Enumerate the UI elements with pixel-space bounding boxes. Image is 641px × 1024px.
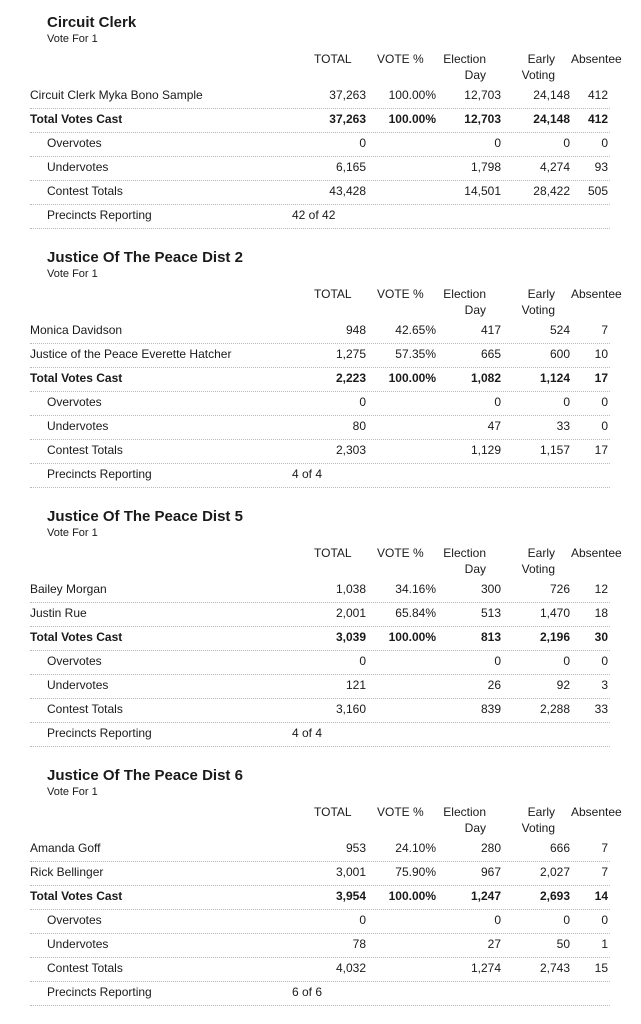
header-election-day-line2: Day xyxy=(464,303,486,317)
contest-totals-row xyxy=(30,957,610,982)
absentee-cell: 412 xyxy=(587,112,608,126)
total-cell: 2,223 xyxy=(335,371,366,385)
contest-title: Justice Of The Peace Dist 2 xyxy=(47,249,243,266)
total-votes-cast-row xyxy=(30,626,610,651)
early-voting-cell: 0 xyxy=(563,654,570,668)
pct-cell: 100.00% xyxy=(388,112,436,126)
precincts-reporting-row xyxy=(30,204,610,229)
row-label: Contest Totals xyxy=(47,443,123,457)
header-vote-pct: VOTE % xyxy=(377,287,424,301)
election-day-cell: 813 xyxy=(480,630,501,644)
early-voting-cell: 0 xyxy=(563,395,570,409)
undervotes-row xyxy=(30,933,610,958)
candidate-name: Bailey Morgan xyxy=(30,582,107,596)
header-early-voting-line1: Early xyxy=(527,52,555,66)
overvotes-row xyxy=(30,132,610,157)
header-early-voting xyxy=(519,286,555,318)
absentee-cell: 18 xyxy=(594,606,608,620)
header-early-voting-line2: Voting xyxy=(521,68,555,82)
header-total: TOTAL xyxy=(314,546,352,560)
pct-cell: 75.90% xyxy=(395,865,436,879)
election-day-cell: 1,274 xyxy=(470,961,501,975)
overvotes-row xyxy=(30,650,610,675)
absentee-cell: 14 xyxy=(594,889,608,903)
header-election-day-line2: Day xyxy=(464,821,486,835)
header-early-voting-line2: Voting xyxy=(521,303,555,317)
early-voting-cell: 666 xyxy=(549,841,570,855)
total-cell: 953 xyxy=(345,841,366,855)
row-label: Contest Totals xyxy=(47,184,123,198)
row-label: Overvotes xyxy=(47,136,102,150)
header-election-day-line2: Day xyxy=(464,562,486,576)
total-cell: 78 xyxy=(352,937,366,951)
pct-cell: 100.00% xyxy=(388,889,436,903)
row-label: Precincts Reporting xyxy=(47,726,152,740)
header-early-voting-line1: Early xyxy=(527,805,555,819)
candidate-row xyxy=(30,343,610,368)
total-cell: 1,038 xyxy=(335,582,366,596)
early-voting-cell: 92 xyxy=(556,678,570,692)
total-cell: 948 xyxy=(345,323,366,337)
total-cell: 3,001 xyxy=(335,865,366,879)
precincts-value: 6 of 6 xyxy=(292,985,323,999)
total-cell: 121 xyxy=(345,678,366,692)
pct-cell: 57.35% xyxy=(395,347,436,361)
total-cell: 2,303 xyxy=(335,443,366,457)
total-cell: 1,275 xyxy=(335,347,366,361)
header-election-day-line1: Election xyxy=(443,805,486,819)
absentee-cell: 505 xyxy=(587,184,608,198)
row-label: Undervotes xyxy=(47,419,109,433)
undervotes-row xyxy=(30,156,610,181)
header-election-day xyxy=(440,286,486,318)
election-day-cell: 14,501 xyxy=(464,184,501,198)
header-early-voting-line1: Early xyxy=(527,546,555,560)
row-label: Undervotes xyxy=(47,160,109,174)
election-day-cell: 26 xyxy=(487,678,501,692)
election-day-cell: 0 xyxy=(494,913,501,927)
undervotes-row xyxy=(30,674,610,699)
candidate-name: Justin Rue xyxy=(30,606,87,620)
contest-jp-dist-5 xyxy=(0,508,641,763)
header-election-day-line1: Election xyxy=(443,546,486,560)
election-day-cell: 665 xyxy=(480,347,501,361)
candidate-name: Rick Bellinger xyxy=(30,865,104,879)
early-voting-cell: 33 xyxy=(556,419,570,433)
overvotes-row xyxy=(30,909,610,934)
election-day-cell: 417 xyxy=(480,323,501,337)
absentee-cell: 0 xyxy=(601,419,608,433)
absentee-cell: 30 xyxy=(594,630,608,644)
election-day-cell: 0 xyxy=(494,654,501,668)
header-early-voting xyxy=(519,545,555,577)
pct-cell: 100.00% xyxy=(388,88,436,102)
header-early-voting-line2: Voting xyxy=(521,821,555,835)
early-voting-cell: 28,422 xyxy=(533,184,570,198)
early-voting-cell: 2,288 xyxy=(539,702,570,716)
candidate-name: Justice of the Peace Everette Hatcher xyxy=(30,347,232,361)
pct-cell: 65.84% xyxy=(395,606,436,620)
row-label: Undervotes xyxy=(47,937,109,951)
header-election-day xyxy=(440,545,486,577)
early-voting-cell: 524 xyxy=(549,323,570,337)
row-label: Overvotes xyxy=(47,654,102,668)
header-early-voting xyxy=(519,51,555,83)
row-label: Total Votes Cast xyxy=(30,371,123,385)
early-voting-cell: 1,470 xyxy=(539,606,570,620)
pct-cell: 42.65% xyxy=(395,323,436,337)
absentee-cell: 412 xyxy=(587,88,608,102)
election-day-cell: 1,129 xyxy=(470,443,501,457)
early-voting-cell: 1,157 xyxy=(539,443,570,457)
election-day-cell: 839 xyxy=(480,702,501,716)
early-voting-cell: 4,274 xyxy=(539,160,570,174)
vote-for-label: Vote For 1 xyxy=(47,527,98,539)
row-label: Contest Totals xyxy=(47,961,123,975)
total-votes-cast-row xyxy=(30,367,610,392)
header-total: TOTAL xyxy=(314,287,352,301)
row-label: Precincts Reporting xyxy=(47,467,152,481)
absentee-cell: 0 xyxy=(601,136,608,150)
early-voting-cell: 726 xyxy=(549,582,570,596)
undervotes-row xyxy=(30,415,610,440)
total-cell: 43,428 xyxy=(329,184,366,198)
election-day-cell: 27 xyxy=(487,937,501,951)
precincts-value: 42 of 42 xyxy=(292,208,336,222)
header-total: TOTAL xyxy=(314,805,352,819)
early-voting-cell: 0 xyxy=(563,136,570,150)
header-election-day-line2: Day xyxy=(464,68,486,82)
total-cell: 3,160 xyxy=(335,702,366,716)
row-label: Overvotes xyxy=(47,913,102,927)
candidate-row xyxy=(30,837,610,862)
vote-for-label: Vote For 1 xyxy=(47,268,98,280)
precincts-value: 4 of 4 xyxy=(292,726,323,740)
header-election-day xyxy=(440,51,486,83)
precincts-reporting-row xyxy=(30,463,610,488)
total-cell: 0 xyxy=(359,654,366,668)
candidate-row xyxy=(30,578,610,603)
precincts-reporting-row xyxy=(30,981,610,1006)
contest-title: Justice Of The Peace Dist 6 xyxy=(47,767,243,784)
election-day-cell: 0 xyxy=(494,395,501,409)
header-total: TOTAL xyxy=(314,52,352,66)
absentee-cell: 0 xyxy=(601,654,608,668)
total-votes-cast-row xyxy=(30,885,610,910)
pct-cell: 34.16% xyxy=(395,582,436,596)
header-early-voting-line1: Early xyxy=(527,287,555,301)
row-label: Precincts Reporting xyxy=(47,208,152,222)
candidate-row xyxy=(30,319,610,344)
candidate-row xyxy=(30,861,610,886)
total-cell: 37,263 xyxy=(329,112,366,126)
row-label: Total Votes Cast xyxy=(30,112,123,126)
row-label: Overvotes xyxy=(47,395,102,409)
total-cell: 0 xyxy=(359,395,366,409)
contest-circuit-clerk xyxy=(0,14,641,269)
contest-jp-dist-6 xyxy=(0,767,641,1022)
absentee-cell: 15 xyxy=(594,961,608,975)
absentee-cell: 17 xyxy=(594,443,608,457)
header-vote-pct: VOTE % xyxy=(377,52,424,66)
early-voting-cell: 50 xyxy=(556,937,570,951)
row-label: Total Votes Cast xyxy=(30,630,123,644)
early-voting-cell: 1,124 xyxy=(539,371,570,385)
early-voting-cell: 24,148 xyxy=(533,112,570,126)
absentee-cell: 17 xyxy=(594,371,608,385)
header-absentee: Absentee xyxy=(571,52,622,66)
precincts-value: 4 of 4 xyxy=(292,467,323,481)
header-election-day-line1: Election xyxy=(443,52,486,66)
total-cell: 4,032 xyxy=(335,961,366,975)
absentee-cell: 33 xyxy=(594,702,608,716)
early-voting-cell: 2,027 xyxy=(539,865,570,879)
early-voting-cell: 2,196 xyxy=(539,630,570,644)
contest-totals-row xyxy=(30,439,610,464)
absentee-cell: 1 xyxy=(601,937,608,951)
candidate-name: Amanda Goff xyxy=(30,841,101,855)
contest-totals-row xyxy=(30,698,610,723)
election-day-cell: 967 xyxy=(480,865,501,879)
total-cell: 37,263 xyxy=(329,88,366,102)
header-early-voting-line2: Voting xyxy=(521,562,555,576)
election-day-cell: 12,703 xyxy=(464,88,501,102)
absentee-cell: 7 xyxy=(601,323,608,337)
header-election-day xyxy=(440,804,486,836)
total-cell: 3,954 xyxy=(335,889,366,903)
header-election-day-line1: Election xyxy=(443,287,486,301)
absentee-cell: 0 xyxy=(601,913,608,927)
contest-title: Justice Of The Peace Dist 5 xyxy=(47,508,243,525)
election-day-cell: 1,082 xyxy=(470,371,501,385)
absentee-cell: 12 xyxy=(594,582,608,596)
total-cell: 0 xyxy=(359,136,366,150)
absentee-cell: 3 xyxy=(601,678,608,692)
total-cell: 0 xyxy=(359,913,366,927)
election-day-cell: 12,703 xyxy=(464,112,501,126)
row-label: Undervotes xyxy=(47,678,109,692)
early-voting-cell: 600 xyxy=(549,347,570,361)
absentee-cell: 10 xyxy=(594,347,608,361)
absentee-cell: 93 xyxy=(594,160,608,174)
pct-cell: 100.00% xyxy=(388,371,436,385)
total-votes-cast-row xyxy=(30,108,610,133)
header-absentee: Absentee xyxy=(571,287,622,301)
election-day-cell: 513 xyxy=(480,606,501,620)
election-day-cell: 1,798 xyxy=(470,160,501,174)
header-early-voting xyxy=(519,804,555,836)
absentee-cell: 0 xyxy=(601,395,608,409)
election-day-cell: 300 xyxy=(480,582,501,596)
absentee-cell: 7 xyxy=(601,841,608,855)
candidate-row xyxy=(30,84,610,109)
row-label: Total Votes Cast xyxy=(30,889,123,903)
overvotes-row xyxy=(30,391,610,416)
early-voting-cell: 2,693 xyxy=(539,889,570,903)
vote-for-label: Vote For 1 xyxy=(47,786,98,798)
precincts-reporting-row xyxy=(30,722,610,747)
early-voting-cell: 2,743 xyxy=(539,961,570,975)
header-vote-pct: VOTE % xyxy=(377,805,424,819)
early-voting-cell: 0 xyxy=(563,913,570,927)
contest-title: Circuit Clerk xyxy=(47,14,137,31)
candidate-row xyxy=(30,602,610,627)
header-absentee: Absentee xyxy=(571,546,622,560)
election-day-cell: 280 xyxy=(480,841,501,855)
total-cell: 3,039 xyxy=(335,630,366,644)
total-cell: 2,001 xyxy=(335,606,366,620)
election-day-cell: 1,247 xyxy=(470,889,501,903)
election-day-cell: 47 xyxy=(487,419,501,433)
total-cell: 80 xyxy=(352,419,366,433)
election-day-cell: 0 xyxy=(494,136,501,150)
pct-cell: 24.10% xyxy=(395,841,436,855)
row-label: Precincts Reporting xyxy=(47,985,152,999)
row-label: Contest Totals xyxy=(47,702,123,716)
contest-jp-dist-2 xyxy=(0,249,641,504)
candidate-name: Monica Davidson xyxy=(30,323,123,337)
header-vote-pct: VOTE % xyxy=(377,546,424,560)
pct-cell: 100.00% xyxy=(388,630,436,644)
early-voting-cell: 24,148 xyxy=(533,88,570,102)
contest-totals-row xyxy=(30,180,610,205)
vote-for-label: Vote For 1 xyxy=(47,33,98,45)
total-cell: 6,165 xyxy=(335,160,366,174)
absentee-cell: 7 xyxy=(601,865,608,879)
header-absentee: Absentee xyxy=(571,805,622,819)
candidate-name: Circuit Clerk Myka Bono Sample xyxy=(30,88,203,102)
